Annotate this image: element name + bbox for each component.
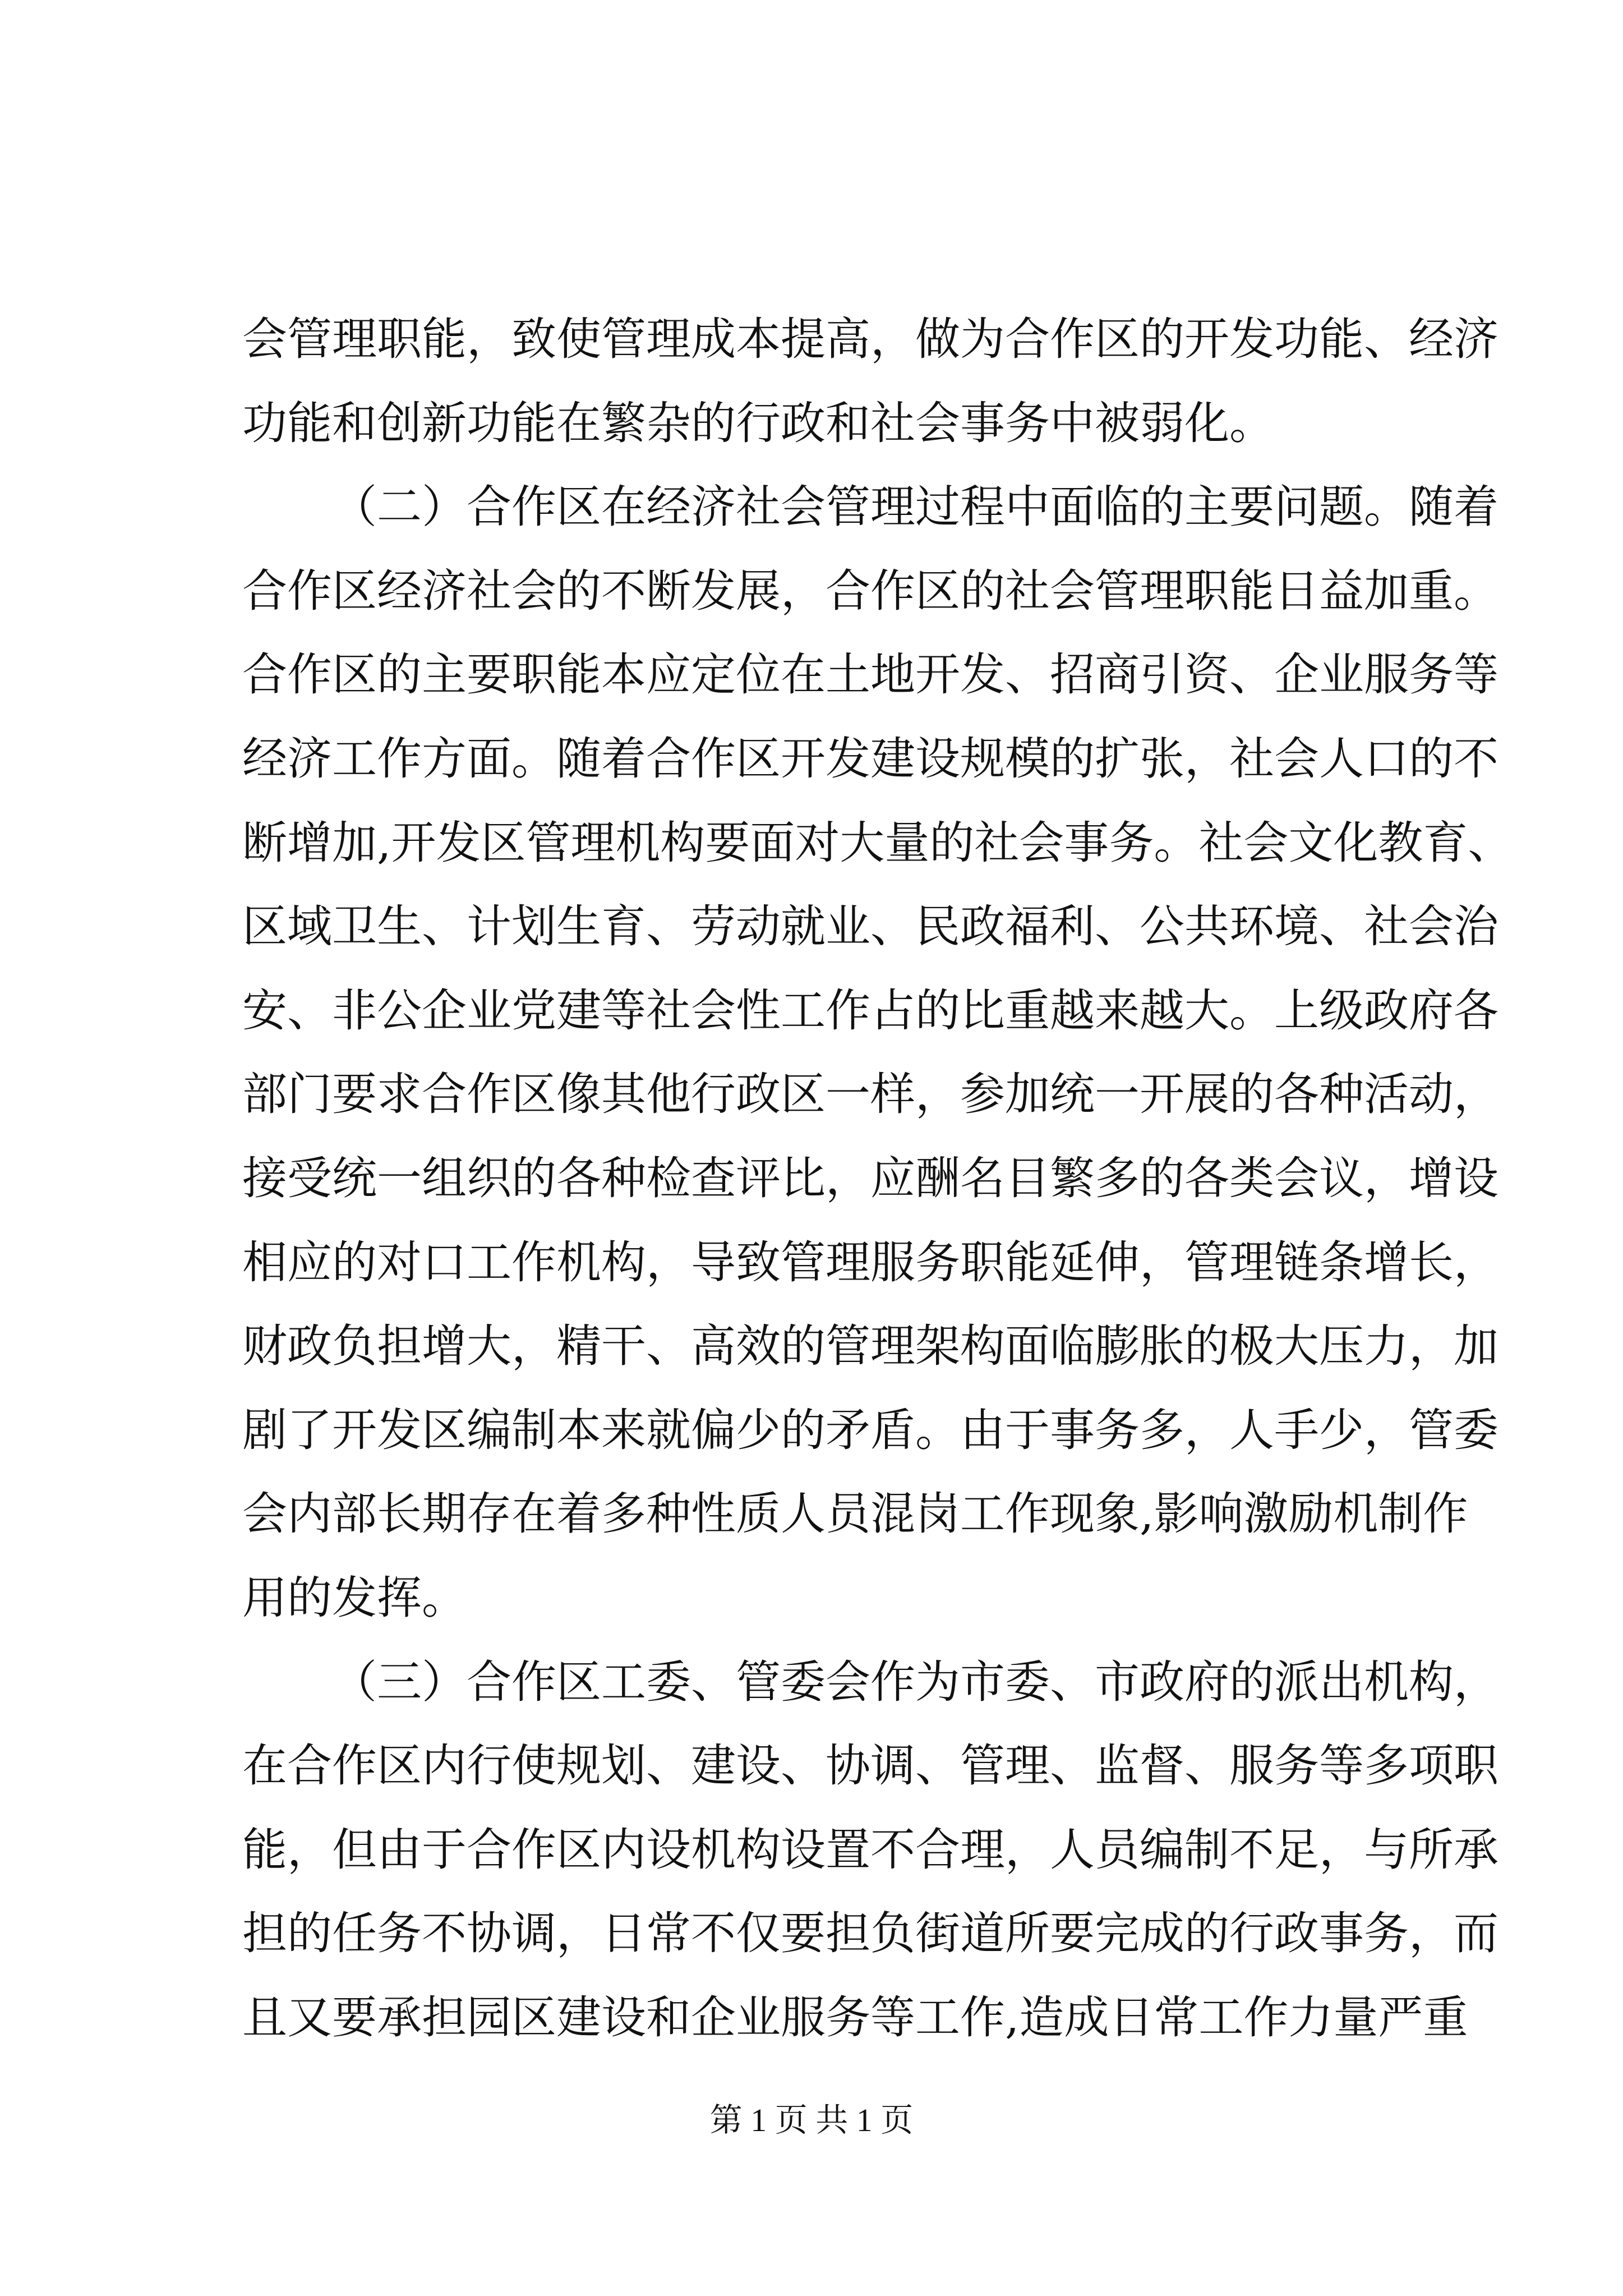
paragraph-line: 区域卫生、计划生育、劳动就业、民政福利、公共环境、社会治 [242,900,1498,953]
paragraph-line: 功能和创新功能在繁杂的行政和社会事务中被弱化。 [242,397,1274,449]
paragraph-line: 会内部长期存在着多种性质人员混岗工作现象,影响激励机制作 [242,1488,1468,1540]
paragraph-line: 在合作区内行使规划、建设、协调、管理、监督、服务等多项职 [242,1740,1498,1792]
paragraph-line: 合作区的主要职能本应定位在土地开发、招商引资、企业服务等 [242,648,1498,701]
paragraph-line: 接受统一组织的各种检查评比，应酬名目繁多的各类会议，增设 [242,1152,1498,1204]
paragraph-line: 相应的对口工作机构，导致管理服务职能延伸，管理链条增长， [242,1236,1498,1289]
document-body [242,297,1513,2059]
paragraph-line: 能，但由于合作区内设机构设置不合理，人员编制不足，与所承 [242,1823,1498,1876]
paragraph-line: 断增加,开发区管理机构要面对大量的社会事务。社会文化教育、 [242,816,1513,869]
paragraph-line: 财政负担增大，精干、高效的管理架构面临膨胀的极大压力，加 [242,1320,1498,1373]
paragraph-line: 剧了开发区编制本来就偏少的矛盾。由于事务多，人手少，管委 [242,1404,1498,1456]
paragraph-line: 部门要求合作区像其他行政区一样，参加统一开展的各种活动， [242,1068,1498,1121]
paragraph-line: （三）合作区工委、管委会作为市委、市政府的派出机构， [332,1655,1498,1708]
paragraph-line: 合作区经济社会的不断发展，合作区的社会管理职能日益加重。 [242,564,1498,617]
paragraph-line: （二）合作区在经济社会管理过程中面临的主要问题。随着 [332,481,1498,533]
paragraph-line: 担的任务不协调，日常不仅要担负街道所要完成的行政事务，而 [242,1907,1498,1960]
paragraph-line: 会管理职能，致使管理成本提高，做为合作区的开发功能、经济 [242,313,1498,365]
paragraph-line: 经济工作方面。随着合作区开发建设规模的扩张，社会人口的不 [242,732,1498,785]
paragraph-line: 且又要承担园区建设和企业服务等工作,造成日常工作力量严重 [242,1991,1468,2044]
page-number-footer: 第 1 页 共 1 页 [709,2102,914,2138]
paragraph-line: 用的发挥。 [242,1571,467,1624]
paragraph-line: 安、非公企业党建等社会性工作占的比重越来越大。上级政府各 [242,984,1498,1037]
